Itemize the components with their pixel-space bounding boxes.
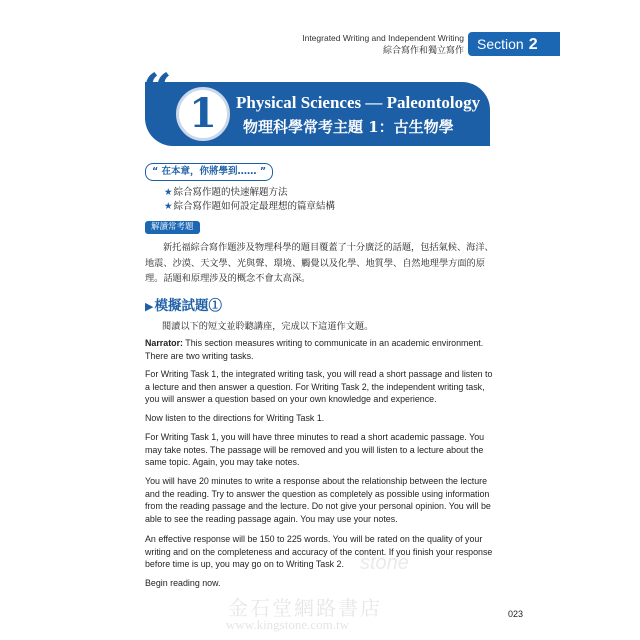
explain-tag: 解讀常考題: [145, 221, 200, 234]
star-icon: ★: [164, 201, 173, 212]
chapter-title-en: Physical Sciences — Paleontology: [236, 93, 481, 112]
learn-item-text: 綜合寫作題的快速解題方法: [173, 187, 288, 198]
sample-heading: [145, 294, 222, 314]
learn-item: [164, 184, 288, 198]
star-icon: ★: [164, 187, 173, 198]
close-quote-icon: ”: [463, 117, 493, 178]
learn-item-text: 綜合寫作題如何設定最理想的篇章結構: [173, 201, 336, 212]
paragraph: For Writing Task 1, you will have three minutes to read a short academic passage. You may take notes. The passage will be removed and you will listen to a lecture about the same topic. Again, you may take notes.: [145, 432, 485, 468]
paragraph: For Writing Task 1, the integrated writing task, you will read a short passage and listen to a lecture and then answer a question. For Writing Task 2, the independent writing task, you will answer a question based on your own knowledge and experience.: [145, 369, 493, 405]
paragraph: An effective response will be 150 to 225 words. You will be rated on the quality of your writing and on the completeness and accuracy of the content. If you finish your response before time is up, you may go on to Writing Task 2.: [145, 534, 493, 570]
paragraph: You will have 20 minutes to write a response about the relationship between the lecture and the reading. Try to answer the question as completely as possible using information from the reading passage and the lecture. Do not give your personal opinion. You will be able to see the reading passage again. You may use your notes.: [145, 476, 491, 524]
sample-heading-text: 模擬試題①: [154, 298, 222, 314]
watermark-url: www.kingstone.com.tw: [226, 617, 350, 632]
explain-paragraph: 新托福綜合寫作題涉及物理科學的題目覆蓋了十分廣泛的話題，包括氣候、海洋、地震、沙漠、天文學、光與聲、環境、觸覺以及化學、地質學、自然地理學方面的原理。話題和原理涉及的概念不會太高深。: [145, 242, 494, 284]
watermark-name: 金石堂網路書店: [228, 596, 382, 620]
sample-instruction: 閱讀以下的短文並聆聽講座，完成以下這道作文題。: [162, 321, 374, 332]
learn-label: “ 在本章，你將學到…… ”: [145, 163, 273, 181]
header-subtitle-zh: 綜合寫作和獨立寫作: [382, 46, 464, 56]
paragraph: Now listen to the directions for Writing Task 1.: [145, 413, 325, 423]
page-number: 023: [508, 609, 524, 619]
narrator-label: Narrator:: [145, 338, 183, 348]
section-tab: [468, 32, 560, 56]
header-subtitle-en: Integrated Writing and Independent Writing: [302, 33, 464, 43]
watermark-brand: stone: [360, 552, 409, 574]
chapter-number: 1: [176, 87, 230, 141]
paragraph-narrator: [145, 337, 497, 362]
section-label: Section: [477, 36, 524, 52]
paragraph: Begin reading now.: [145, 578, 221, 588]
chapter-title-zh: 物理科學常考主題 1：古生物學: [243, 118, 454, 136]
open-quote-icon: “: [142, 63, 172, 124]
narrator-text: This section measures writing to communicate in an academic environment. There are two writing tasks.: [145, 338, 484, 361]
learn-item: [164, 198, 335, 212]
section-number: 2: [528, 36, 538, 53]
triangle-icon: ▶: [145, 300, 154, 313]
